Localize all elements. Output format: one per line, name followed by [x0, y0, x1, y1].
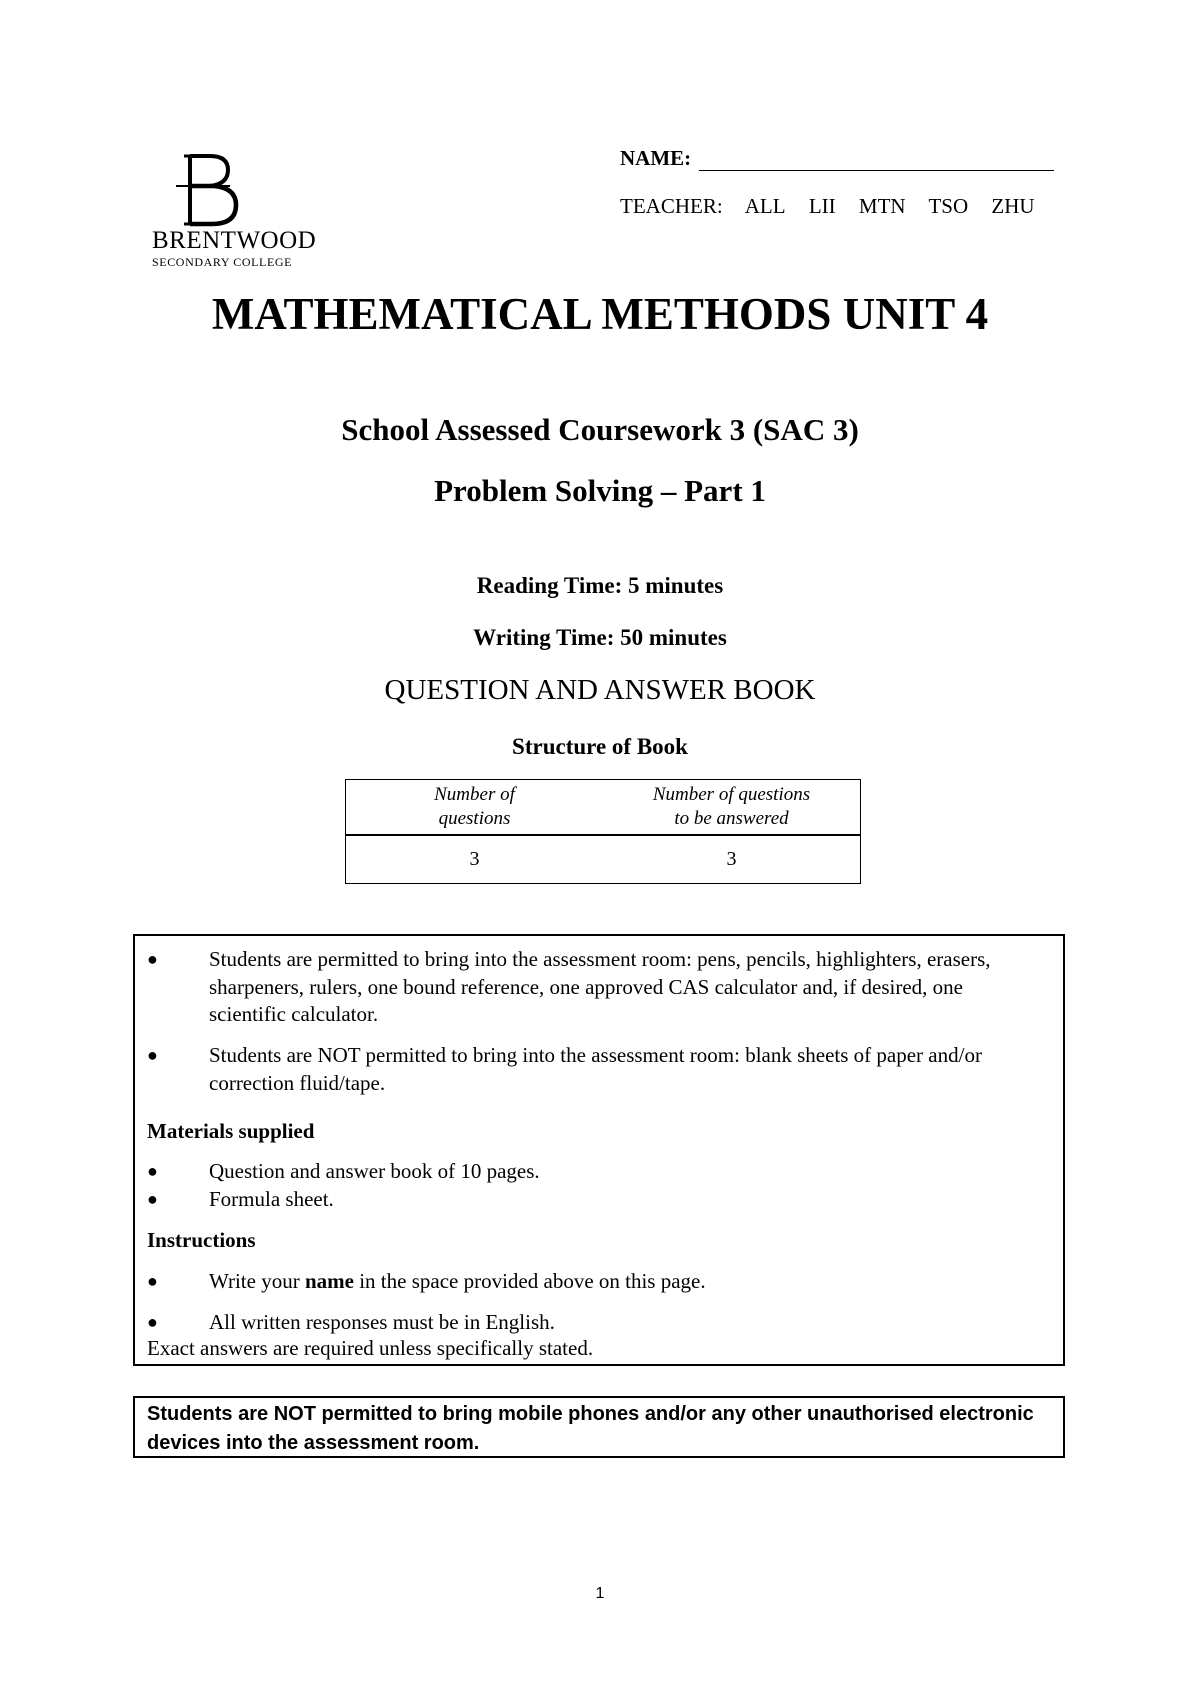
materials-heading: Materials supplied — [147, 1119, 315, 1143]
not-permitted-items-text: Students are NOT permitted to bring into the assessment room: blank sheets of paper and/or correction fluid/tape. — [209, 1043, 982, 1095]
material-item: Formula sheet. — [209, 1187, 334, 1211]
exact-answers-note: Exact answers are required unless specifically stated. — [147, 1336, 594, 1360]
instruction-name-text: Write your name in the space provided above on this page. — [209, 1269, 706, 1293]
instruction-english-text: All written responses must be in English. — [209, 1310, 555, 1334]
name-input-line[interactable] — [699, 146, 1054, 171]
book-title: QUESTION AND ANSWER BOOK — [384, 674, 816, 706]
structure-heading: Structure of Book — [512, 734, 688, 759]
part-subtitle: Problem Solving – Part 1 — [434, 473, 766, 508]
coursework-subtitle: School Assessed Coursework 3 (SAC 3) — [341, 412, 859, 447]
table-cell-questions-to-answer: 3 — [726, 848, 737, 870]
devices-warning-box — [133, 1396, 1065, 1458]
list-item — [147, 1158, 1035, 1186]
column-header-questions-to-answer: Number of questions to be answered — [652, 784, 811, 829]
devices-warning-text: Students are NOT permitted to bring mobile phones and/or any other unauthorised electronic devices into the assessment room. — [147, 1403, 1034, 1454]
bullet-icon: ● — [147, 1312, 158, 1332]
material-item: Question and answer book of 10 pages. — [209, 1159, 540, 1183]
structure-table — [345, 779, 861, 884]
bullet-icon: ● — [147, 1271, 158, 1291]
teacher-option[interactable]: LII — [808, 194, 836, 218]
table-cell-number-of-questions: 3 — [469, 848, 480, 870]
bullet-icon: ● — [147, 1189, 158, 1209]
list-item — [147, 1186, 1035, 1214]
list-item — [147, 1268, 1035, 1296]
instructions-heading: Instructions — [147, 1228, 256, 1252]
bullet-icon: ● — [147, 1161, 158, 1181]
writing-time: Writing Time: 50 minutes — [473, 625, 727, 650]
instructions-box — [133, 934, 1065, 1366]
teacher-row — [620, 194, 1035, 219]
page-title: MATHEMATICAL METHODS UNIT 4 — [211, 289, 989, 339]
permitted-items-text: Students are permitted to bring into the assessment room: pens, pencils, highlighters, erasers, sharpeners, rulers, one bound reference, one approved CAS calculator and, if desired, one scientific calculator. — [209, 947, 991, 1026]
structure-table-header — [346, 780, 860, 836]
name-label: NAME: — [620, 146, 692, 170]
teacher-option[interactable]: ALL — [744, 194, 786, 218]
name-field-row — [620, 146, 1054, 171]
reading-time: Reading Time: 5 minutes — [476, 573, 724, 598]
structure-table-row — [346, 836, 860, 883]
bullet-icon: ● — [147, 949, 158, 969]
teacher-label: TEACHER: — [620, 194, 723, 218]
teacher-option[interactable]: ZHU — [991, 194, 1035, 218]
teacher-option[interactable]: MTN — [858, 194, 906, 218]
list-item — [147, 946, 1035, 1029]
teacher-option[interactable]: TSO — [928, 194, 969, 218]
bullet-icon: ● — [147, 1045, 158, 1065]
list-item — [147, 1309, 1035, 1337]
logo-school-name: BRENTWOOD — [152, 227, 317, 254]
column-header-number-of-questions: Number of questions — [434, 784, 515, 829]
list-item — [147, 1042, 1035, 1097]
logo-school-subtitle: SECONDARY COLLEGE — [152, 255, 293, 269]
page-number: 1 — [595, 1585, 605, 1602]
